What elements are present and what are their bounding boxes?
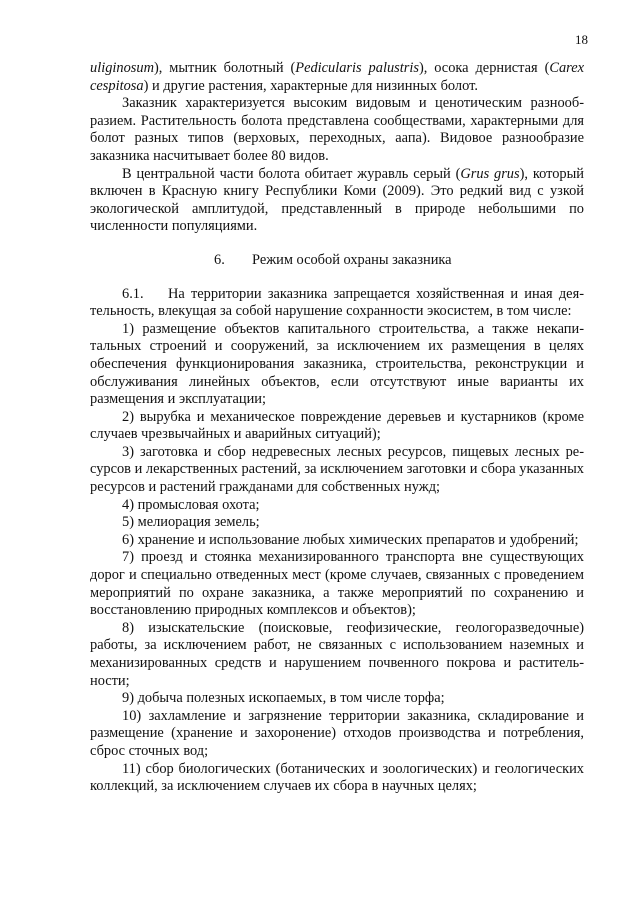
section-heading: [90, 252, 584, 270]
paragraph-text: ), осока дернистая (: [418, 60, 550, 76]
clause-text: На территории заказника запрещается хозяйственная и иная деятельность, влекущая за собой нарушение сохранности экосистем, в том числе:: [90, 285, 584, 320]
clause-number: 6.1.: [122, 285, 144, 302]
intro-paragraph: [90, 95, 584, 165]
list-item: 5) мелиорация земель;: [122, 514, 260, 531]
paragraph-text: ), мытник болотный (: [153, 60, 296, 76]
section-title: Режим особой охраны заказника: [252, 251, 452, 268]
list-item: 6) хранение и использование любых химических препаратов и удобрений;: [122, 531, 579, 548]
list-item: 10) захламление и загрязнение территории заказника, складирование и размещение (хранение и захоронение) отходов производства и потребления, сброс сточных вод;: [90, 707, 584, 759]
intro-paragraph: [90, 60, 584, 95]
paragraph-text: Заказник характеризуется высоким видовым и ценотическим разнообразием. Растительность болота представлена сообществами, характерными для болот разных типов (верховых, переходных, аапа). Видовое разнообразие заказника насчитывает более 80 видов.: [90, 95, 584, 164]
document-body: [90, 60, 584, 796]
intro-section: [90, 60, 584, 236]
intro-paragraph: [90, 166, 584, 236]
list-item: 11) сбор биологических (ботанических и зоологических) и геологических коллекций, за исключением случаев их сбора в научных целях;: [90, 760, 584, 795]
paragraph-text: В центральной части болота обитает журавль серый (: [122, 165, 461, 182]
paragraph-text: ), который включен в Красную книгу Республики Коми (2009). Это редкий вид с узкой экологической амплитудой, представленный в природе небольшими по численности популяциями.: [90, 165, 584, 235]
list-item: 2) вырубка и механическое повреждение деревьев и кустарников (кроме случаев чрезвычайных и аварийных ситуаций);: [90, 408, 584, 443]
list-item: 7) проезд и стоянка механизированного транспорта вне существующих дорог и специально отведенных мест (кроме случаев, связанных с проведением мероприятий по охране заказника, а также мероприятий по сохранению и восстановлению природных комплексов и объектов);: [90, 549, 584, 619]
latin-name: uliginosum: [90, 60, 154, 76]
list-item: 8) изыскательские (поисковые, геофизические, геологоразведочные) работы, за исключением работ, не связанных с использованием наземных и механизированных средств и нарушением почвенного покрова и растительности;: [90, 619, 584, 689]
list-item: 3) заготовка и сбор недревесных лесных ресурсов, пищевых лесных ресурсов и лекарственных растений, за исключением заготовки и сбора указанных ресурсов и растений гражданами для собственных нужд;: [90, 443, 584, 496]
latin-name: Pedicularis palustris: [295, 60, 419, 76]
latin-name: Carex cespitosa: [90, 60, 585, 94]
section-number: 6.: [214, 251, 225, 268]
list-item: 1) размещение объектов капитального строительства, а также некапитальных строений и сооружений, за исключением их размещения в целях обеспечения функционирования заказника, строительства, реконструкции и обслуживания линейных объектов, если отсутствуют иные варианты их размещения и эксплуатации;: [90, 320, 584, 408]
list-item: 4) промысловая охота;: [122, 496, 260, 513]
latin-name: Grus grus: [460, 165, 520, 182]
page-number: 18: [575, 32, 588, 47]
prohibitions-list: [90, 321, 584, 796]
list-item: 9) добыча полезных ископаемых, в том числе торфа;: [122, 690, 445, 707]
clause-6-1: [90, 286, 584, 321]
paragraph-text: ) и другие растения, характерные для низинных болот.: [143, 77, 478, 94]
